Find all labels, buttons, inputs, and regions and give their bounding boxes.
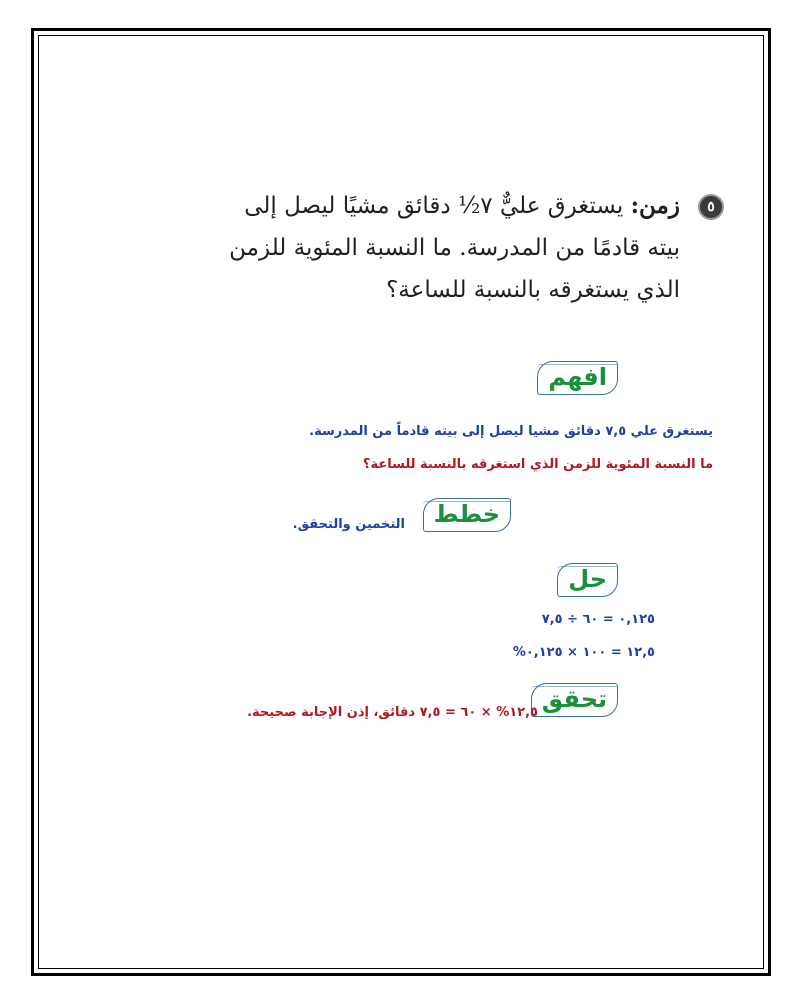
plan-label-box [423,498,511,532]
understand-step [537,361,618,395]
solve-step [557,563,618,597]
solve-equation-2: %١٢,٥ = ١٠٠ × ٠,١٢٥ [512,645,655,660]
page-inner-border [38,35,764,969]
plan-label: خطط [433,500,500,528]
problem-line-1-text: يستغرق عليٌّ ٧½ دقائق مشيًا ليصل إلى [244,193,624,219]
problem-line-1 [205,185,680,227]
plan-step [423,498,511,532]
understand-label: افهم [548,363,607,391]
problem-number-badge: ٥ [698,194,724,220]
check-label: تحقق [541,685,607,713]
understand-label-box [537,361,618,395]
problem-line-3: الذي يستغرقه بالنسبة للساعة؟ [386,277,680,303]
plan-text: التخمين والتحقق. [292,517,405,532]
problem-line-2: بيته قادمًا من المدرسة. ما النسبة المئوية للزمن [229,235,680,261]
problem-title: زمن: [630,192,680,219]
solve-equation-1: ٠,١٢٥ = ٦٠ ÷ ٧,٥ [541,612,655,627]
check-label-box [531,683,618,717]
understand-question-text: ما النسبة المئوية للزمن الذي استغرقه بالنسبة للساعة؟ [362,457,713,472]
check-step [531,683,618,717]
understand-given-text: يستغرق علي ٧,٥ دقائق مشيا ليصل إلى بيته قادماً من المدرسة. [309,424,713,439]
solve-label-box [557,563,618,597]
solve-label: حل [568,565,607,593]
check-text: ١٢,٥% × ٦٠ = ٧,٥ دقائق، إذن الإجابة صحيحة. [247,705,538,720]
problem-statement [205,185,715,311]
